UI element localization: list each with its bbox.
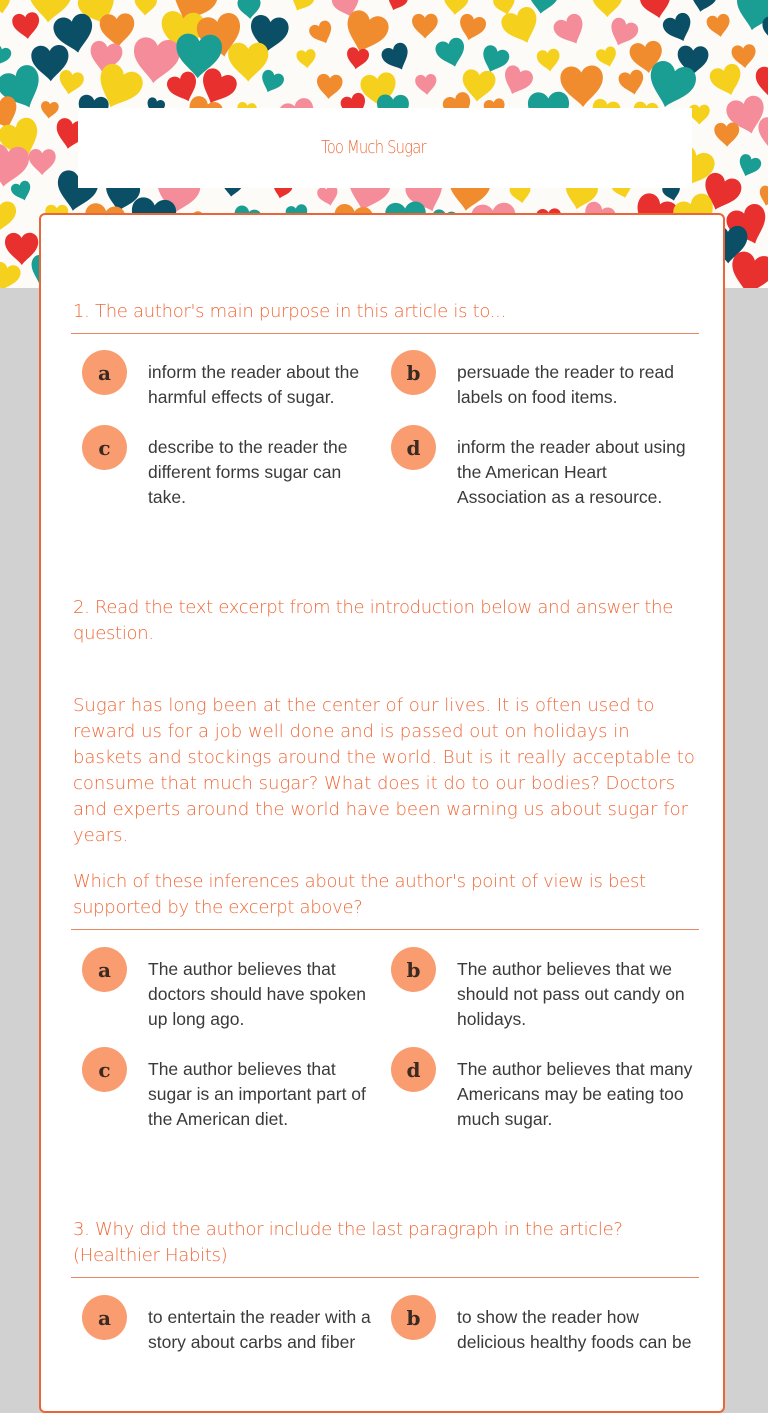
option-badge[interactable]: b bbox=[391, 350, 436, 395]
heart-shape bbox=[0, 260, 22, 288]
question-prompt: 3. Why did the author include the last paragraph in the article? (Healthier Habits) bbox=[73, 1219, 623, 1266]
option-text: persuade the reader to read labels on food items. bbox=[457, 362, 674, 407]
divider bbox=[71, 929, 699, 930]
heart-shape bbox=[379, 41, 414, 75]
option-text: The author believes that doctors should have spoken up long ago. bbox=[148, 959, 366, 1029]
heart-shape bbox=[10, 179, 35, 203]
heart-shape bbox=[536, 48, 562, 73]
heart-shape bbox=[345, 46, 370, 70]
heart-shape bbox=[714, 122, 739, 147]
title-box bbox=[78, 108, 692, 188]
option-badge[interactable]: c bbox=[82, 1047, 127, 1092]
heart-shape bbox=[134, 0, 157, 16]
question-subprompt: Which of these inferences about the author's point of view is best supported by the excerpt above? bbox=[73, 871, 646, 918]
heart-shape bbox=[0, 0, 13, 16]
heart-shape bbox=[11, 11, 41, 40]
divider bbox=[71, 333, 699, 334]
heart-shape bbox=[689, 105, 710, 125]
option-text: inform the reader about the harmful effects of sugar. bbox=[148, 362, 360, 407]
divider bbox=[71, 1277, 699, 1278]
option-badge[interactable]: b bbox=[391, 1295, 436, 1340]
heart-shape bbox=[592, 0, 622, 17]
heart-shape bbox=[307, 19, 336, 48]
option-text: The author believes that sugar is an important part of the American diet. bbox=[148, 1059, 366, 1129]
heart-shape bbox=[316, 73, 343, 100]
heart-shape bbox=[456, 12, 488, 43]
heart-shape bbox=[384, 0, 410, 14]
heart-shape bbox=[412, 14, 438, 39]
heart-shape bbox=[595, 45, 620, 69]
heart-shape bbox=[434, 36, 469, 71]
heart-shape bbox=[443, 0, 469, 16]
heart-shape bbox=[0, 198, 17, 235]
heart-shape bbox=[287, 0, 316, 15]
passage-text: Sugar has long been at the center of our lives. It is often used to reward us for a job well done and is passed out on holidays in baskets and stockings around the world. But is it really acceptable to consume that much sugar? What does it do to our bodies? Doctors and experts around the world have been warning us about sugar for years. bbox=[73, 695, 695, 846]
heart-shape bbox=[57, 69, 86, 97]
option-text: to show the reader how delicious healthy foods can be bbox=[457, 1307, 692, 1352]
heart-shape bbox=[617, 68, 646, 97]
heart-shape bbox=[257, 68, 285, 96]
page-title: Too Much Sugar bbox=[321, 137, 426, 158]
question-1 bbox=[73, 299, 699, 325]
question-prompt: 1. The author's main purpose in this article is to... bbox=[73, 301, 507, 322]
option-text: The author believes that we should not pass out candy on holidays. bbox=[457, 959, 685, 1029]
heart-shape bbox=[0, 43, 13, 69]
option-text: describe to the reader the different forms sugar can take. bbox=[148, 437, 348, 507]
heart-shape bbox=[731, 0, 768, 35]
excerpt-passage bbox=[73, 693, 699, 849]
option-text: to entertain the reader with a story about carbs and fiber bbox=[148, 1307, 371, 1352]
option-badge[interactable]: b bbox=[391, 947, 436, 992]
option-badge[interactable]: c bbox=[82, 425, 127, 470]
question-2-subprompt bbox=[73, 869, 699, 921]
heart-shape bbox=[735, 153, 763, 180]
option-text: inform the reader about using the American Heart Association as a resource. bbox=[457, 437, 686, 507]
question-prompt: 2. Read the text excerpt from the introduction below and answer the question. bbox=[73, 597, 674, 644]
option-badge[interactable]: d bbox=[391, 1047, 436, 1092]
heart-shape bbox=[754, 66, 768, 99]
heart-shape bbox=[661, 11, 697, 46]
heart-shape bbox=[708, 62, 746, 100]
option-badge[interactable]: a bbox=[82, 1295, 127, 1340]
question-3 bbox=[73, 1217, 699, 1269]
heart-shape bbox=[415, 73, 438, 95]
option-text: The author believes that many Americans may be eating too much sugar. bbox=[457, 1059, 693, 1129]
heart-shape bbox=[499, 63, 535, 99]
heart-shape bbox=[706, 13, 732, 39]
option-badge[interactable]: d bbox=[391, 425, 436, 470]
heart-shape bbox=[99, 13, 135, 48]
heart-shape bbox=[296, 49, 317, 70]
heart-shape bbox=[551, 11, 590, 49]
heart-shape bbox=[40, 101, 59, 120]
worksheet-card bbox=[39, 213, 725, 1413]
heart-shape bbox=[688, 0, 718, 15]
option-badge[interactable]: a bbox=[82, 350, 127, 395]
option-badge[interactable]: a bbox=[82, 947, 127, 992]
question-2 bbox=[73, 595, 699, 647]
heart-shape bbox=[29, 149, 56, 175]
